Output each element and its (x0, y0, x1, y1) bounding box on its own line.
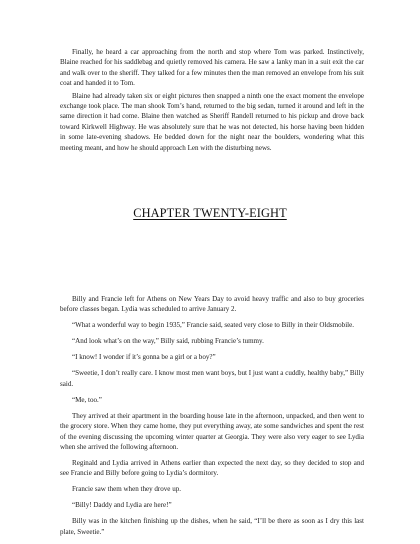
paragraph: “Sweetie, I don’t really care. I know most men want boys, but I just want a cuddly, healthy baby,” Billy said. (60, 369, 364, 388)
paragraph: “I know! I wonder if it’s gonna be a girl or a boy?” (72, 353, 216, 362)
paragraph: Billy and Francie left for Athens on New Years Day to avoid heavy traffic and also to buy groceries before classes began. Lydia was scheduled to arrive January 2. (60, 295, 364, 314)
paragraph: Billy was in the kitchen finishing up the dishes, when he said, “I’ll be there as soon as I dry this last plate, Sweetie.” (60, 517, 364, 536)
chapter-body-text (60, 294, 364, 543)
paragraph: “What a wonderful way to begin 1935,” Francie said, seated very close to Billy in their Oldsmobile. (72, 321, 354, 330)
paragraph: “Billy! Daddy and Lydia are here!” (72, 501, 172, 510)
paragraph: They arrived at their apartment in the boarding house late in the afternoon, unpacked, and then went to the grocery store. When they came home, they put everything away, ate some sandwiches and spent the rest of the evening discussing the upcoming winter quarter at Georgia. They were also very eager to see Lydia when she arrived the following afternoon. (60, 411, 364, 452)
paragraph: “And look what’s on the way,” Billy said, rubbing Francie’s tummy. (72, 337, 264, 346)
chapter-end-text (60, 47, 364, 155)
chapter-heading: CHAPTER TWENTY-EIGHT (133, 206, 287, 220)
paragraph: Blaine had already taken six or eight pictures then snapped a ninth one the exact moment the envelope exchange took place. The man shook Tom’s hand, returned to the big sedan, turned it around and left in the same direction it had come. Blaine then watched as Sheriff Randell returned to his pickup and drove back toward Kirkwell Highway. He was absolutely sure that he was not detected, his horse having been hidden in some late-evening shadows. He bedded down for the night near the boulders, wondering what this meeting meant, and how he should approach Len with the disturbing news. (60, 91, 364, 152)
paragraph: Francie saw them when they drove up. (72, 485, 181, 494)
paragraph: “Me, too.” (72, 395, 102, 404)
paragraph: Reginald and Lydia arrived in Athens earlier than expected the next day, so they decided to stop and see Francie and Billy before going to Lydia’s dormitory. (60, 459, 364, 478)
paragraph: Finally, he heard a car approaching from the north and stop where Tom was parked. Instinctively, Blaine reached for his saddlebag and quietly removed his camera. He saw a lanky man in a suit exit the car and walk over to the sheriff. They talked for a few minutes then the man removed an envelope from his suit coat and handed it to Tom. (60, 48, 364, 88)
